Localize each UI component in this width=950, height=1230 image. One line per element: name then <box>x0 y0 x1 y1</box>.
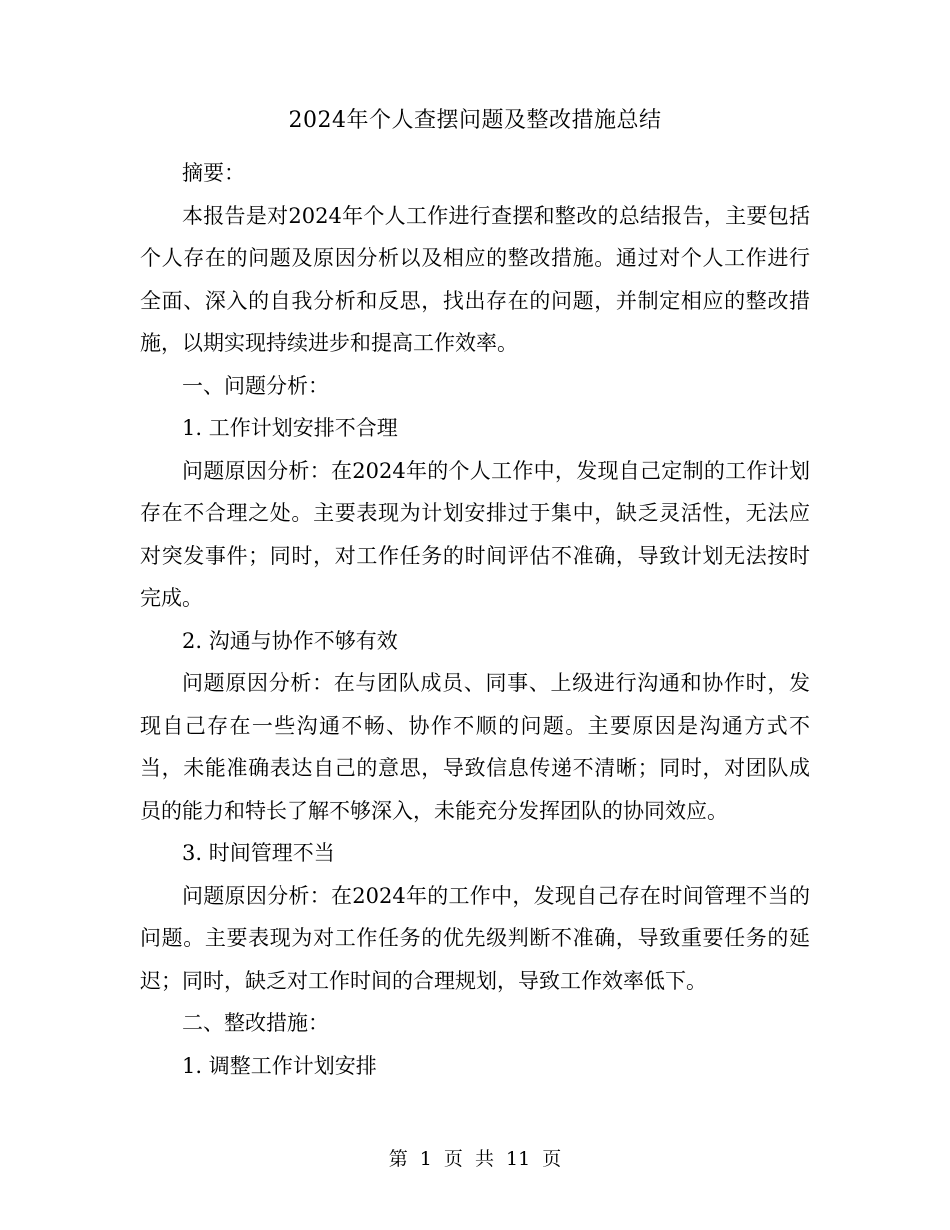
problem-3-paragraph: 问题原因分析：在2024年的工作中，发现自己存在时间管理不当的问题。主要表现为对工作任务的优先级判断不准确，导致重要任务的延迟；同时，缺乏对工作时间的合理规划，导致工作效率低下。 <box>140 883 810 993</box>
fix-1-heading: 1. 调整工作计划安排 <box>182 1053 377 1078</box>
document-title: 2024年个人查摆问题及整改措施总结 <box>288 108 662 133</box>
abstract-label: 摘要： <box>182 161 245 185</box>
abstract-paragraph: 本报告是对2024年个人工作进行查摆和整改的总结报告，主要包括个人存在的问题及原因分析以及相应的整改措施。通过对个人工作进行全面、深入的自我分析和反思，找出存在的问题，并制定相应的整改措施，以期实现持续进步和提高工作效率。 <box>140 203 810 355</box>
page-number-footer: 第 1 页 共 11 页 <box>388 1148 562 1170</box>
problem-1-paragraph: 问题原因分析：在2024年的个人工作中，发现自己定制的工作计划存在不合理之处。主要表现为计划安排过于集中，缺乏灵活性，无法应对突发事件；同时，对工作任务的时间评估不准确，导致计划无法按时完成。 <box>140 458 810 610</box>
problem-2-heading: 2. 沟通与协作不够有效 <box>182 628 398 653</box>
section-heading-problem-analysis: 一、问题分析： <box>182 373 329 398</box>
document-body <box>140 152 810 1087</box>
section-heading-rectification: 二、整改措施： <box>182 1011 329 1035</box>
problem-3-heading: 3. 时间管理不当 <box>182 841 335 865</box>
problem-1-heading: 1. 工作计划安排不合理 <box>182 416 398 440</box>
problem-2-paragraph: 问题原因分析：在与团队成员、同事、上级进行沟通和协作时，发现自己存在一些沟通不畅、协作不顺的问题。主要原因是沟通方式不当，未能准确表达自己的意思，导致信息传递不清晰；同时，对团队成员的能力和特长了解不够深入，未能充分发挥团队的协同效应。 <box>140 671 810 823</box>
